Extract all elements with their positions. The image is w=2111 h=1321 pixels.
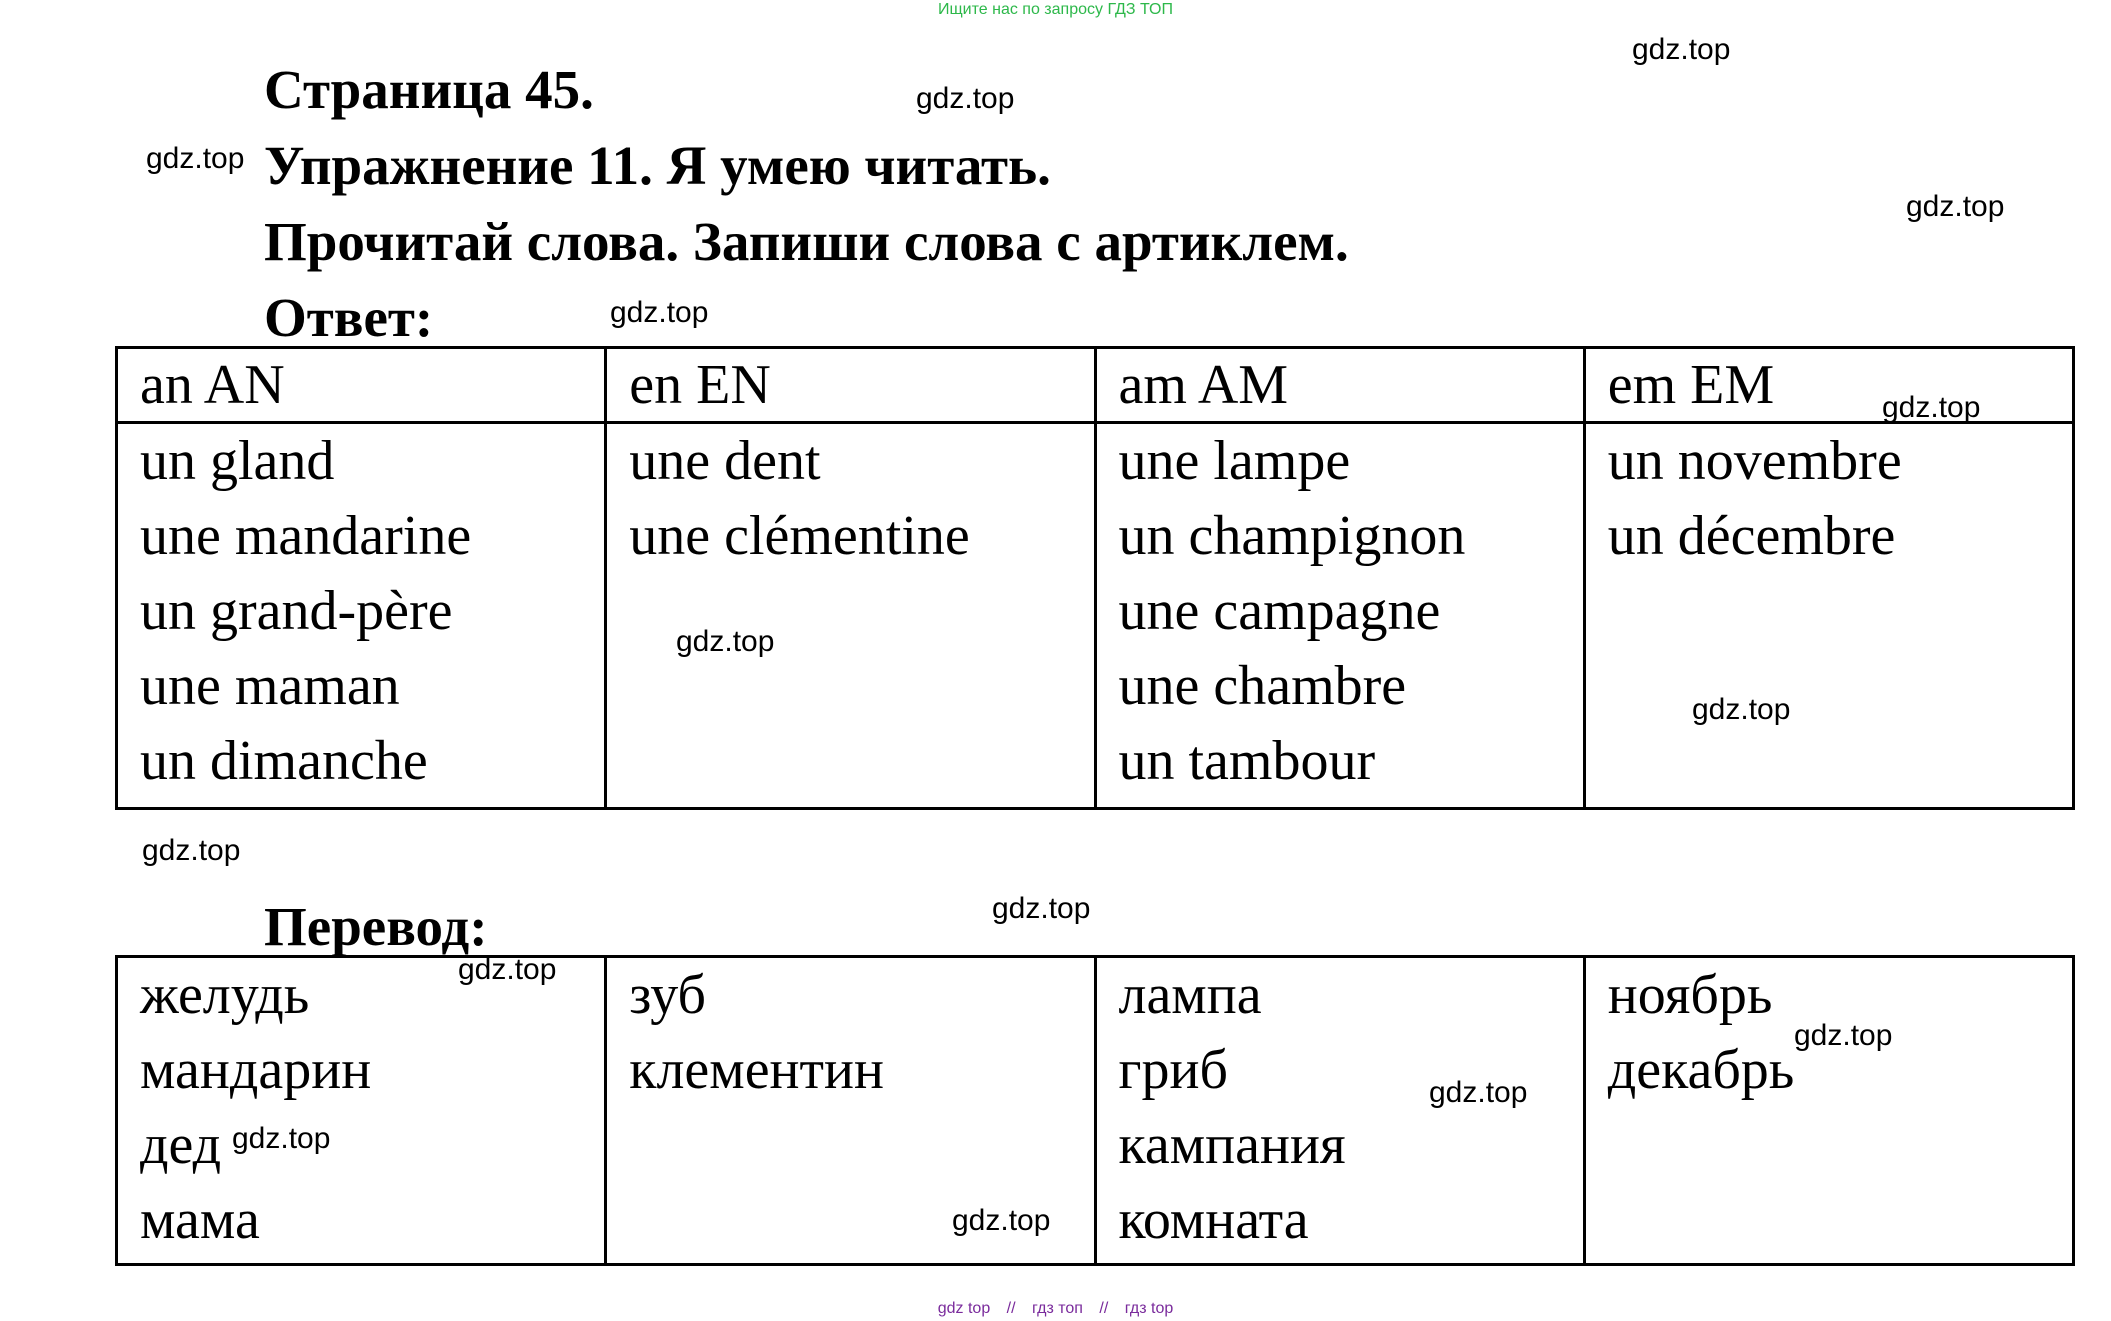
instruction: Прочитай слова. Запиши слова с артиклем. [264, 211, 1349, 272]
answer-word: un gland [140, 430, 335, 492]
bottom-banner-separator: // [1006, 1300, 1016, 1317]
watermark: gdz.top [458, 953, 557, 986]
answer-word: une mandarine [140, 505, 472, 567]
watermark: gdz.top [992, 892, 1091, 925]
answer-word: un dimanche [140, 730, 428, 792]
translation-column-em [1584, 957, 2073, 1265]
answer-table [115, 346, 2075, 810]
watermark: gdz.top [1906, 190, 2005, 223]
answer-word: une lampe [1118, 430, 1351, 492]
watermark: gdz.top [1429, 1076, 1528, 1109]
watermark: gdz.top [146, 142, 245, 175]
answer-header-cell: en EN [606, 348, 1095, 423]
translation-column-an [117, 953, 606, 1265]
answer-word: une chambre [1118, 655, 1407, 717]
answer-word: un grand-père [140, 580, 453, 642]
answer-header-cell: am AM [1095, 348, 1584, 423]
watermark: gdz.top [676, 625, 775, 658]
answer-header-row [117, 348, 2074, 423]
bottom-banner-link[interactable]: гдз топ [1032, 1300, 1083, 1317]
watermark: gdz.top [1794, 1019, 1893, 1052]
translation-label: Перевод: [264, 896, 488, 957]
answer-column-an [117, 423, 606, 809]
answer-word: un novembre [1607, 430, 1902, 492]
translation-word: мама [140, 1189, 260, 1251]
bottom-banner-separator: // [1099, 1300, 1109, 1317]
top-banner[interactable] [0, 1, 2111, 19]
answer-column-em [1584, 423, 2073, 809]
answer-word: un champignon [1118, 505, 1466, 567]
watermark: gdz.top [916, 82, 1015, 115]
translation-word: желудь [140, 964, 310, 1026]
answer-header-cell: em EM [1584, 348, 2073, 423]
answer-word: un décembre [1607, 505, 1896, 567]
answer-label: Ответ: [264, 287, 434, 348]
top-banner-text[interactable]: Ищите нас по запросу ГДЗ ТОП [938, 1, 1173, 18]
translation-word: гриб [1118, 1039, 1228, 1101]
answer-word: une dent [629, 430, 821, 492]
exercise-title: Упражнение 11. Я умею читать. [264, 135, 1051, 196]
watermark: gdz.top [142, 834, 241, 867]
watermark: gdz.top [610, 296, 709, 329]
translation-word: зуб [629, 964, 706, 1026]
translation-word: ноябрь [1607, 964, 1773, 1026]
answer-word: une clémentine [629, 505, 970, 567]
answer-header-cell: an AN [117, 348, 606, 423]
translation-body-row [117, 957, 2074, 1265]
watermark: gdz.top [232, 1122, 331, 1155]
answer-body-row [117, 423, 2074, 809]
watermark: gdz.top [952, 1204, 1051, 1237]
page-title: Страница 45. [264, 59, 594, 120]
translation-word: кампания [1118, 1114, 1346, 1176]
answer-column-am [1095, 423, 1584, 809]
watermark: gdz.top [1882, 391, 1981, 424]
answer-word: une maman [140, 655, 400, 717]
answer-word: un tambour [1118, 730, 1376, 792]
bottom-banner-link[interactable]: гдз top [1124, 1300, 1174, 1317]
bottom-banner-link[interactable]: gdz top [937, 1300, 991, 1317]
translation-word: дед [140, 1114, 222, 1176]
translation-word: комната [1118, 1189, 1309, 1251]
bottom-banner[interactable] [0, 1300, 2111, 1318]
answer-word: une campagne [1118, 580, 1441, 642]
answer-column-en [606, 423, 1095, 809]
translation-word: лампа [1118, 964, 1262, 1026]
translation-table [115, 955, 2075, 1266]
translation-word: мандарин [140, 1039, 372, 1101]
watermark: gdz.top [1692, 693, 1791, 726]
translation-word: декабрь [1607, 1039, 1795, 1101]
translation-word: клементин [629, 1039, 884, 1101]
watermark: gdz.top [1632, 33, 1731, 66]
translation-column-am [1095, 957, 1584, 1265]
